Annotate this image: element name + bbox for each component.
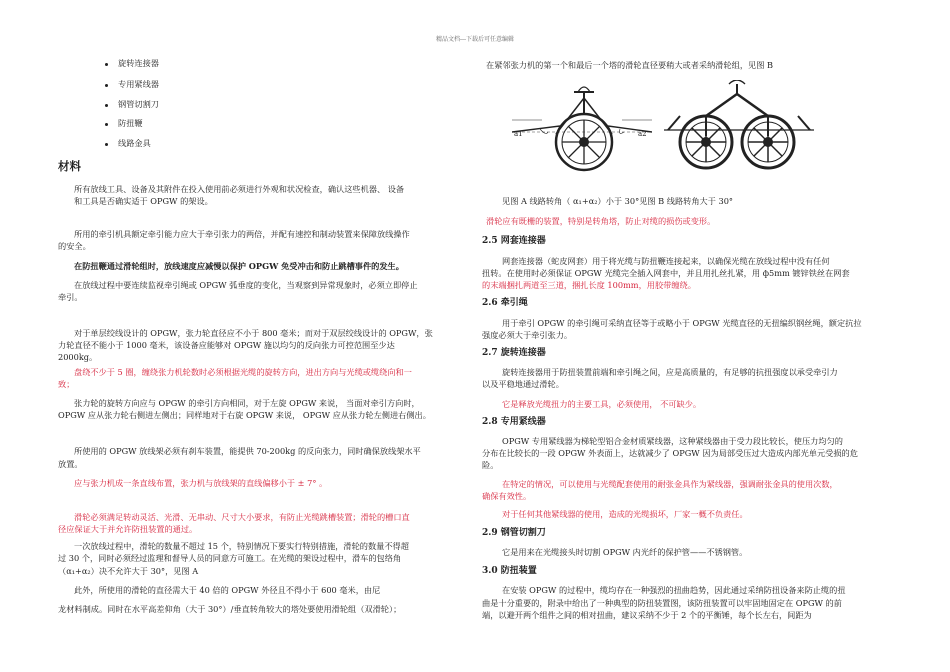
paragraph-line-red: 确保有效性。 bbox=[482, 491, 532, 501]
bullet-item: 旋转连接器 bbox=[118, 58, 159, 68]
paragraph-line: OPGW 应从张力轮右侧进左侧出；同样地对于右旋 OPGW 来说， OPGW 应从张力轮左侧进右侧出。 bbox=[58, 410, 431, 420]
paragraph-line: 力轮直径不能小于 1000 毫米，该设备应能够对 OPGW 施以均匀的反向张力可控范围至少达 bbox=[58, 340, 395, 350]
paragraph-line-red: 径应保证大于并允许防扭装置的通过。 bbox=[58, 524, 198, 534]
section-heading: 3.0 防扭装置 bbox=[482, 566, 537, 576]
section-title: 材料 bbox=[58, 159, 81, 173]
paragraph-line: 2000kg。 bbox=[58, 352, 98, 362]
bullet-icon bbox=[105, 63, 108, 66]
paragraph-line-red: 对于任何其他紧线器的使用，造成的光缆损坏，厂家一概不负责任。 bbox=[502, 509, 748, 519]
figure-caption: 见图 A 线路转角（ α₁+α₂）小于 30°见图 B 线路转角大于 30° bbox=[502, 196, 734, 206]
bullet-item: 专用紧线器 bbox=[118, 79, 159, 89]
paragraph-line: 险。 bbox=[482, 460, 499, 470]
paragraph-line-red: 在特定的情况，可以使用与光缆配套使用的耐张金具作为紧线器，强调耐张金具的使用次数， bbox=[502, 479, 838, 489]
paragraph-line: （α₁+α₂）决不允许大于 30°，见图 A bbox=[58, 566, 199, 576]
figure-label: a1 bbox=[514, 130, 523, 138]
paragraph-line: OPGW 专用紧线器为梯轮型铝合金材质紧线器，这种紧线器由于受力段比较长，使压力均匀的 bbox=[502, 436, 843, 446]
paragraph-line: 放置。 bbox=[58, 459, 83, 469]
paragraph-line: 分布在比较长的一段 OPGW 外表面上，达就减少了 OPGW 因为局部受压过大造成内部光单元受损的危 bbox=[482, 448, 858, 458]
paragraph-line: 所有放线工具、设备及其附件在投入使用前必须进行外观和状况检查，确认这些机器、 设备 bbox=[74, 184, 405, 194]
figure-label: a2 bbox=[638, 130, 647, 138]
section-heading: 2.8 专用紧线器 bbox=[482, 417, 546, 427]
paragraph-line: 所用的牵引机具额定牵引能力应大于牵引张力的两倍，并配有速控和制动装置来保障放线操作 bbox=[74, 229, 410, 239]
paragraph-line: 和工具是否确实适于 OPGW 的架设。 bbox=[74, 196, 213, 206]
section-heading: 2.6 牵引绳 bbox=[482, 298, 528, 308]
paragraph-line: 此外，所使用的滑轮的直径需大于 40 倍的 OPGW 外径且不得小于 600 毫米，由尼 bbox=[74, 585, 381, 595]
paragraph-line: 牵引。 bbox=[58, 292, 83, 302]
paragraph-line: 强度必须大于牵引张力。 bbox=[482, 330, 573, 340]
paragraph-line: 它是用来在光缆接头时切割 OPGW 内光纤的保护管——不锈钢管。 bbox=[502, 547, 748, 557]
paragraph-line: 网套连接器（蛇皮网套）用于将光缆与防扭鞭连接起来，以确保光缆在放线过程中没有任何 bbox=[502, 256, 830, 266]
paragraph-line: 扭转。在使用时必须保证 OPGW 光缆完全插入网套中，并且用扎丝扎紧，用 ф5mm 镀锌铁丝在网套 bbox=[482, 268, 850, 278]
bullet-item: 钢管切割刀 bbox=[118, 99, 159, 109]
bullet-icon bbox=[105, 143, 108, 146]
section-heading: 2.5 网套连接器 bbox=[482, 236, 546, 246]
paragraph-line: 以及平稳地通过滑轮。 bbox=[482, 379, 564, 389]
paragraph-line: 对于单层绞线设计的 OPGW，张力轮直径应不小于 800 毫米；而对于双层绞线设计的 OPGW，张 bbox=[74, 328, 433, 338]
paragraph-line-red: 它是释放光缆扭力的主要工具，必须使用， 不可缺少。 bbox=[502, 399, 702, 409]
bullet-item: 线路金具 bbox=[118, 138, 151, 148]
paragraph-line-red: 滑轮必须满足转动灵活、光滑、无串动、尺寸大小要求，有防止光缆跳槽装置；滑轮的槽口直 bbox=[74, 512, 410, 522]
paragraph-line: 龙材料制成。同时在水平高差仰角（大于 30°）/垂直转角较大的塔处要使用滑轮组（双滑轮）； bbox=[58, 604, 402, 614]
paragraph-line: 曲是十分重要的，附录中给出了一种典型的防扭装置图，该防扭装置可以牢固地固定在 OPGW 的前 bbox=[482, 598, 842, 608]
paragraph-line-red: 滑轮应有既栅的装置，特别是转角塔，防止对缆的损伤或变形。 bbox=[486, 216, 716, 226]
paragraph-line: 张力轮的旋转方向应与 OPGW 的牵引方向相同，对于左旋 OPGW 来说， 当面对牵引方向时， bbox=[74, 398, 420, 408]
page-header: 精品文档---下载后可任意编辑 bbox=[435, 36, 515, 43]
pulley-figure-a bbox=[512, 84, 652, 184]
paragraph-line: 在防扭鞭通过滑轮组时，放线速度应减慢以保护 OPGW 免受冲击和防止跳槽事件的发生。 bbox=[74, 261, 404, 271]
bullet-icon bbox=[105, 104, 108, 107]
bullet-icon bbox=[105, 84, 108, 87]
paragraph-line: 的安全。 bbox=[58, 241, 91, 251]
paragraph-line: 一次放线过程中，滑轮的数量不超过 15 个，特别情况下要实行特别措施，滑轮的数量不得超 bbox=[74, 541, 409, 551]
section-heading: 2.9 钢管切割刀 bbox=[482, 528, 546, 538]
paragraph-line: 过 30 个，同时必须经过监理和督导人员的同意方可施工。在光缆的架设过程中，滑车的包络角 bbox=[58, 553, 402, 563]
bullet-item: 防扭鞭 bbox=[118, 118, 143, 128]
paragraph-line-red: 的末端捆扎两道至三道，捆扎长度 100mm，用胶带缠绕。 bbox=[482, 280, 696, 290]
paragraph-line: 在紧邻张力机的第一个和最后一个塔的滑轮直径要稍大或者采纳滑轮组，见图 B bbox=[486, 60, 773, 70]
paragraph-line: 在安装 OPGW 的过程中，缆均存在一种强烈的扭曲趋势，因此通过采纳防扭设备来防止缆的扭 bbox=[502, 585, 846, 595]
paragraph-line: 用于牵引 OPGW 的牵引绳可采纳直径等于或略小于 OPGW 光缆直径的无扭编织钢丝绳，额定抗拉 bbox=[502, 318, 862, 328]
pulley-figure-b bbox=[664, 80, 814, 185]
paragraph-line: 所使用的 OPGW 放线架必须有刹车装置，能提供 70-200kg 的反向张力，同时确保放线架水平 bbox=[74, 446, 421, 456]
paragraph-line-red: 应与张力机成一条直线布置，张力机与放线架的直线偏移小于 ± 7° 。 bbox=[74, 478, 328, 488]
paragraph-line: 端，以避开两个组件之间的相对扭曲，建议采纳不少于 2 个的平衡锤，每个长左右，间距为 bbox=[482, 610, 812, 620]
paragraph-line-red: 盘绕不少于 5 圈，缠绕张力机轮数时必须根据光缆的旋转方向，进出方向与光缆或缆绕向和一 bbox=[74, 367, 412, 377]
paragraph-line-red: 致； bbox=[58, 379, 75, 389]
bullet-icon bbox=[105, 123, 108, 126]
paragraph-line: 旋转连接器用于防扭装置前端和牵引绳之间，应是高质量的，有足够的抗扭强度以承受牵引力 bbox=[502, 367, 838, 377]
section-heading: 2.7 旋转连接器 bbox=[482, 348, 546, 358]
paragraph-line: 在放线过程中要连续监视牵引绳或 OPGW 弧垂度的变化，当观察到异常现象时，必须立即停止 bbox=[74, 280, 418, 290]
